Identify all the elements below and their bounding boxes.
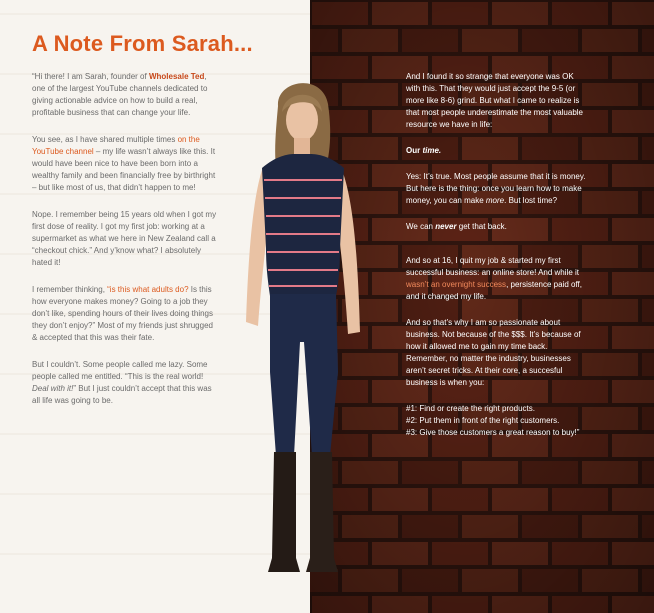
steps-list (406, 403, 588, 439)
sarah-photo (222, 72, 382, 582)
passion-paragraph: And so that’s why I am so passionate about business. Not because of the $$$. It’s because of how it allowed me to gain my time back. Remember, no matter the industry, businesses aren’t secret tricks. At their core, a succesful business is when you: (406, 318, 581, 387)
intro-paragraph: “Hi there! I am Sarah, founder of Wholesale Ted, one of the largest YouTube channels dedicated to giving actionable advice on how to build a real, profitable business that can change your life. (32, 72, 208, 117)
step-3: #3: Give those customers a great reason to buy!” (406, 428, 580, 437)
step-1: #1: Find or create the right products. (406, 404, 535, 413)
thinking-paragraph: I remember thinking, “is this what adults do? Is this how everyone makes money? Going to a job they don’t like, spending hours of their lives doing things they don’t enjoy?” Most of my friends just shrugged & accepted that this was their fate. (32, 285, 213, 342)
left-text-column (32, 71, 220, 422)
right-text-column (406, 71, 588, 453)
background-paragraph: You see, as I have shared multiple times on the YouTube channel – my life wasn’t always like this. It would have been nice to have been born into a wealthy family and been financially free by birthright – but like most of us, that didn’t happen to me! (32, 135, 216, 192)
strange-paragraph: And I found it so strange that everyone was OK with this. That they would just accept the 9-5 (or more like 8-6) grind. But what I came to realize is that most people underestimate the most valuable resource we have in life: (406, 72, 583, 129)
never-paragraph: We can never get that back. (406, 222, 507, 231)
our-time-paragraph: Our time. (406, 146, 442, 155)
overnight-success-link[interactable]: wasn’t an overnight success (406, 280, 507, 289)
step-2: #2: Put them in front of the right customers. (406, 416, 560, 425)
first-job-paragraph: Nope. I remember being 15 years old when I got my first dose of reality. I got my first job: working at a supermarket as what we here in New Zealand call a “checkout chick.” And y’know what? I absolutely hated it! (32, 210, 217, 267)
quit-job-paragraph: And so at 16, I quit my job & started my first successful business: an online store! And while it wasn’t an overnight success, persistence paid off, and it changed my life. (406, 256, 582, 301)
adults-quote-link[interactable]: “is this what adults do? (107, 285, 189, 294)
youtube-channel-link[interactable]: on the YouTube channel (32, 135, 200, 156)
wholesale-ted-brand: Wholesale Ted (148, 72, 205, 81)
page-title: A Note From Sarah... (32, 31, 253, 56)
couldnt-accept-paragraph: But I couldn’t. Some people called me lazy. Some people called me entitled. “This is the real world! Deal with it!” But I just couldn’t accept that this was all life was going to be. (32, 360, 212, 405)
money-paragraph: Yes: It’s true. Most people assume that it is money. But here is the thing: once you learn how to make money, you can make more. But lost time? (406, 172, 586, 205)
